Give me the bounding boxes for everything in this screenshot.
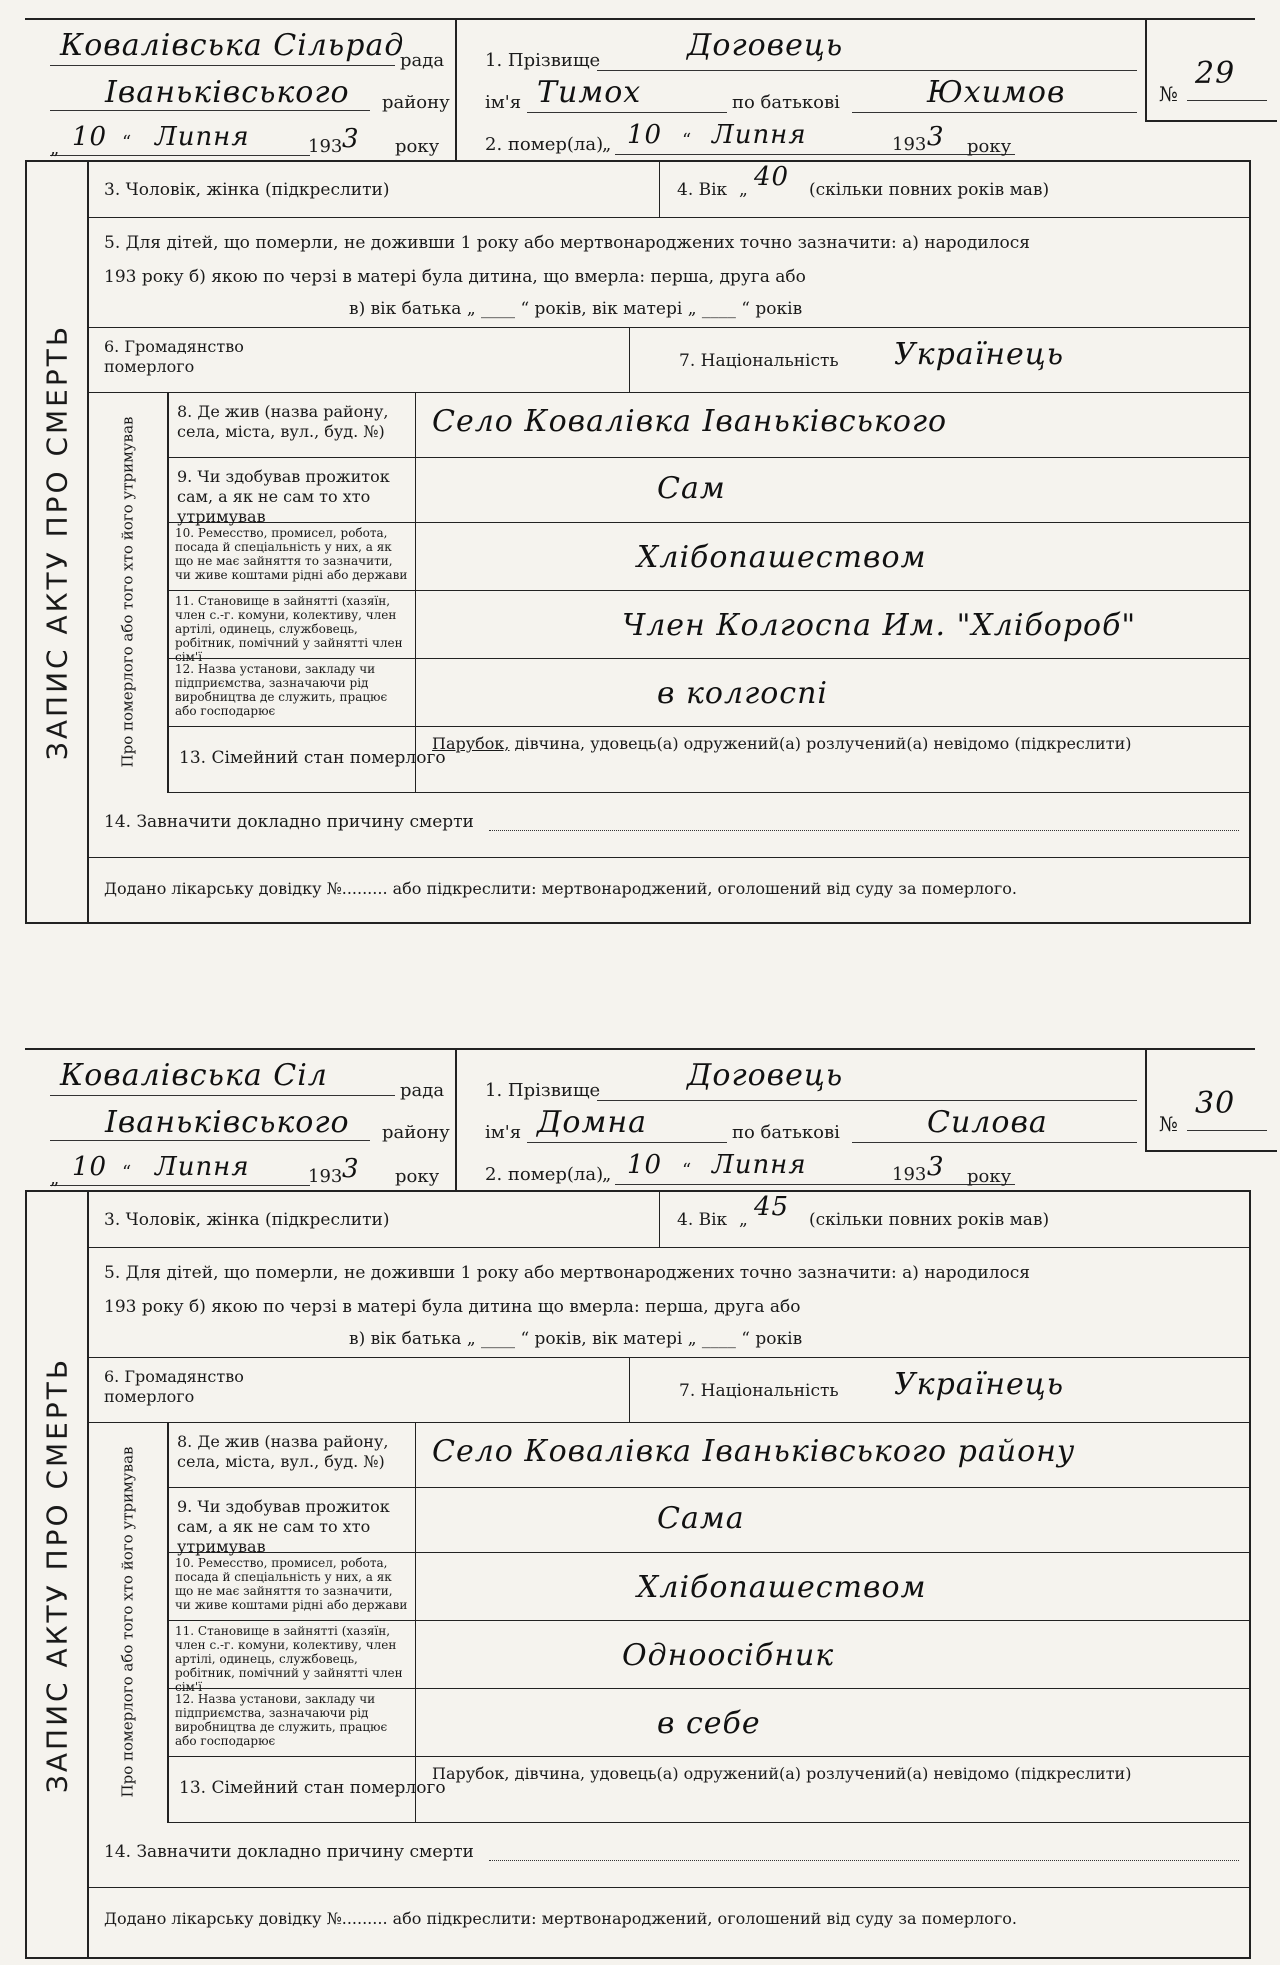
- q12-field[interactable]: в колгоспі: [657, 676, 829, 711]
- row-footer: [89, 857, 1249, 917]
- row-children: [89, 1247, 1249, 1358]
- surname-label: 1. Прізвище: [485, 1080, 601, 1101]
- died-year-prefix: 193: [892, 1164, 927, 1185]
- patronymic-field[interactable]: Юхимов: [927, 75, 1066, 110]
- q11-field[interactable]: Член Колгоспа Им. "Хлібороб": [622, 608, 1137, 643]
- name-field[interactable]: Домна: [537, 1105, 647, 1140]
- q13-options[interactable]: [432, 734, 1132, 754]
- surname-label: 1. Прізвище: [485, 50, 601, 71]
- number-label: №: [1159, 82, 1178, 106]
- died-year-suffix: року: [967, 136, 1012, 157]
- q13-selected: Парубок,: [432, 734, 510, 753]
- row-q13: [167, 726, 1249, 793]
- record-number-box: [1145, 20, 1277, 122]
- q13-options[interactable]: [432, 1764, 1132, 1784]
- children-line1: 5. Для дітей, що померли, не доживши 1 року або мертвонароджених точно зазначити: а) народилося: [104, 233, 1030, 253]
- q13-label: 13. Сімейний стан померлого: [179, 748, 446, 768]
- q14-label: 14. Завначити докладно причину смерти: [104, 812, 474, 832]
- form-frame: [25, 1190, 1251, 1959]
- q8-field[interactable]: Село Ковалівка Іваньківського району: [432, 1434, 1076, 1469]
- row-q8: [167, 1422, 1249, 1488]
- reg-year-prefix: 193: [308, 1166, 343, 1187]
- row-q8: [167, 392, 1249, 458]
- age-label: 4. Вік: [677, 180, 728, 200]
- record-number-field[interactable]: 29: [1195, 56, 1236, 91]
- group-side-label: Про померлого або того хто його утримував: [89, 1422, 169, 1822]
- q13-label: 13. Сімейний стан померлого: [179, 1778, 446, 1798]
- header-left: Ковалівська Сільрад рада Іваньківського району „ 10 “ Липня 193 3 року: [50, 28, 450, 159]
- form-frame: [25, 160, 1251, 924]
- record-header: [25, 1048, 1255, 1200]
- died-year-prefix: 193: [892, 134, 927, 155]
- nationality-label: 7. Національність: [679, 351, 839, 371]
- children-line3: в) вік батька „ ____ “ років, вік матері „ ____ “ років: [349, 299, 803, 319]
- group-side-label: Про померлого або того хто його утримував: [89, 392, 169, 792]
- surname-field[interactable]: Договець: [687, 1058, 844, 1093]
- nationality-field[interactable]: Українець: [894, 337, 1065, 372]
- q10-field[interactable]: Хлібопашеством: [637, 540, 927, 575]
- footer-text: Додано лікарську довідку №......... або підкреслити: мертвонароджений, оголошений від суду за померлого.: [104, 879, 1017, 898]
- q8-field[interactable]: Село Ковалівка Іваньківського: [432, 404, 948, 439]
- q11-field[interactable]: Одноосібник: [622, 1638, 835, 1673]
- row-q14: [89, 1822, 1249, 1888]
- name-label: ім'я: [485, 92, 522, 113]
- q8-label: 8. Де жив (назва району, села, міста, вул., буд. №): [177, 1432, 389, 1471]
- name-label: ім'я: [485, 1122, 522, 1143]
- q10-label: 10. Ремесство, промисел, робота, посада й спеціальність у них, а як що не має зайняття то зазначити, чи живе коштами рідні або держави: [175, 526, 408, 582]
- row-citizenship: [89, 327, 1249, 393]
- number-label: №: [1159, 1112, 1178, 1136]
- footer-text: Додано лікарську довідку №......... або підкреслити: мертвонароджений, оголошений від суду за померлого.: [104, 1909, 1017, 1928]
- row-children: [89, 217, 1249, 328]
- died-month-field[interactable]: Липня: [712, 1150, 807, 1180]
- council-field[interactable]: Ковалівська Сільрад: [60, 28, 405, 63]
- children-line2: 193 року б) якою по черзі в матері була дитина що вмерла: перша, друга або: [104, 1297, 801, 1317]
- died-year-field[interactable]: 3: [927, 122, 945, 152]
- surname-field[interactable]: Договець: [687, 28, 844, 63]
- q12-label: 12. Назва установи, закладу чи підприємства, зазначаючи рід виробництва де служить, працює або господарює: [175, 1692, 388, 1748]
- q8-label: 8. Де жив (назва району, села, міста, вул., буд. №): [177, 402, 389, 441]
- sex-label[interactable]: 3. Чоловік, жінка (підкреслити): [104, 1210, 390, 1230]
- side-title: ЗАПИС АКТУ ПРО СМЕРТЬ: [27, 1192, 89, 1957]
- row-q13: [167, 1756, 1249, 1823]
- reg-year-field[interactable]: 3: [342, 124, 360, 154]
- row-q14: [89, 792, 1249, 858]
- reg-day-field[interactable]: 10: [72, 122, 108, 152]
- reg-year-field[interactable]: 3: [342, 1154, 360, 1184]
- side-title: ЗАПИС АКТУ ПРО СМЕРТЬ: [27, 162, 89, 922]
- died-label: 2. помер(ла): [485, 134, 604, 155]
- header-right: 1. Прізвище Договець ім'я Тимох по батькові Юхимов 2. помер(ла) „ 10 “ Липня 193 3 року: [455, 20, 1147, 160]
- reg-year-prefix: 193: [308, 136, 343, 157]
- q9-field[interactable]: Сам: [657, 471, 726, 506]
- district-label: району: [382, 1122, 450, 1143]
- council-label: рада: [400, 1080, 445, 1101]
- died-label: 2. помер(ла): [485, 1164, 604, 1185]
- row-footer: [89, 1887, 1249, 1947]
- nationality-label: 7. Національність: [679, 1381, 839, 1401]
- children-line2: 193 року б) якою по черзі в матері була дитина, що вмерла: перша, друга або: [104, 267, 806, 287]
- row-q11: [167, 590, 1249, 664]
- patronymic-field[interactable]: Силова: [927, 1105, 1048, 1140]
- q10-label: 10. Ремесство, промисел, робота, посада й спеціальність у них, а як що не має зайняття то зазначити, чи живе коштами рідні або держави: [175, 1556, 408, 1612]
- q10-field[interactable]: Хлібопашеством: [637, 1570, 927, 1605]
- age-field[interactable]: 40: [754, 162, 790, 192]
- died-day-field[interactable]: 10: [627, 120, 663, 150]
- district-label: району: [382, 92, 450, 113]
- death-record-card: [0, 1030, 1280, 1965]
- reg-year-suffix: року: [395, 1166, 440, 1187]
- nationality-field[interactable]: Українець: [894, 1367, 1065, 1402]
- reg-month-field[interactable]: Липня: [155, 122, 250, 152]
- council-label: рада: [400, 50, 445, 71]
- district-field[interactable]: Іваньківського: [105, 1105, 350, 1140]
- header-right: 1. Прізвище Договець ім'я Домна по батькові Силова 2. помер(ла) „ 10 “ Липня 193 3 року: [455, 1050, 1147, 1190]
- row-q12: [167, 1688, 1249, 1757]
- reg-year-suffix: року: [395, 136, 440, 157]
- record-header: [25, 18, 1255, 170]
- q9-label: 9. Чи здобував прожиток сам, а як не сам то хто утримував: [177, 1497, 390, 1556]
- citizenship-label: 6. Громадянство померлого: [104, 1367, 244, 1406]
- name-field[interactable]: Тимох: [537, 75, 642, 110]
- q9-label: 9. Чи здобував прожиток сам, а як не сам то хто утримував: [177, 467, 390, 526]
- record-number-box: [1145, 1050, 1277, 1152]
- row-sex-age: 3. Чоловік, жінка (підкреслити) 4. Вік „ 40 (скільки повних років мав): [89, 162, 1249, 218]
- row-q10: [167, 522, 1249, 591]
- row-q11: [167, 1620, 1249, 1694]
- row-q9: [167, 457, 1249, 526]
- age-field[interactable]: 45: [754, 1192, 790, 1222]
- q12-label: 12. Назва установи, закладу чи підприємства, зазначаючи рід виробництва де служить, працює або господарює: [175, 662, 388, 718]
- patronymic-label: по батькові: [732, 92, 840, 113]
- record-number-field[interactable]: 30: [1195, 1086, 1236, 1121]
- died-month-field[interactable]: Липня: [712, 120, 807, 150]
- header-left: Ковалівська Сіл рада Іваньківського району „ 10 “ Липня 193 3 року: [50, 1058, 450, 1189]
- age-suffix: (скільки повних років мав): [809, 180, 1050, 200]
- q12-field[interactable]: в себе: [657, 1706, 761, 1741]
- q14-label: 14. Завначити докладно причину смерти: [104, 1842, 474, 1862]
- reg-month-field[interactable]: Липня: [155, 1152, 250, 1182]
- row-q10: [167, 1552, 1249, 1621]
- reg-day-field[interactable]: 10: [72, 1152, 108, 1182]
- q13-options-text: дівчина, удовець(а) одружений(а) розлучений(а) невідомо (підкреслити): [514, 734, 1132, 753]
- row-citizenship: [89, 1357, 1249, 1423]
- died-year-field[interactable]: 3: [927, 1152, 945, 1182]
- citizenship-label: 6. Громадянство померлого: [104, 337, 244, 376]
- children-line1: 5. Для дітей, що померли, не доживши 1 року або мертвонароджених точно зазначити: а) народилося: [104, 1263, 1030, 1283]
- death-record-card: [0, 0, 1280, 930]
- q13-options-text: Парубок, дівчина, удовець(а) одружений(а) розлучений(а) невідомо (підкреслити): [432, 1764, 1132, 1783]
- row-q9: [167, 1487, 1249, 1556]
- row-q12: [167, 658, 1249, 727]
- age-label: 4. Вік: [677, 1210, 728, 1230]
- died-year-suffix: року: [967, 1166, 1012, 1187]
- patronymic-label: по батькові: [732, 1122, 840, 1143]
- children-line3: в) вік батька „ ____ “ років, вік матері „ ____ “ років: [349, 1329, 803, 1349]
- q11-label: 11. Становище в зайнятті (хазяїн, член с.-г. комуни, колективу, член артілі, одинець, службовець, робітник, помічний у зайнятті член сім'ї: [175, 594, 403, 664]
- died-day-field[interactable]: 10: [627, 1150, 663, 1180]
- sex-label[interactable]: 3. Чоловік, жінка (підкреслити): [104, 180, 390, 200]
- council-field[interactable]: Ковалівська Сіл: [60, 1058, 328, 1093]
- row-sex-age: 3. Чоловік, жінка (підкреслити) 4. Вік „ 45 (скільки повних років мав): [89, 1192, 1249, 1248]
- q9-field[interactable]: Сама: [657, 1501, 745, 1536]
- q11-label: 11. Становище в зайнятті (хазяїн, член с.-г. комуни, колективу, член артілі, одинець, службовець, робітник, помічний у зайнятті член сім'ї: [175, 1624, 403, 1694]
- district-field[interactable]: Іваньківського: [105, 75, 350, 110]
- age-suffix: (скільки повних років мав): [809, 1210, 1050, 1230]
